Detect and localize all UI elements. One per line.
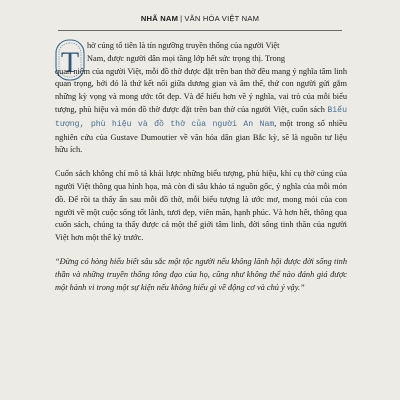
intro-text-a: quan niệm của người Việt, mỗi đồ thờ được đặt trên ban thờ đều mang ý nghĩa tâm linh quan trọng, bởi đó là thứ kết nối giữa dương gian và âm thế, thứ con người gửi gắm những kỳ vọng và mong ước tốt đẹp. Và để hiểu hơn về ý nghĩa, vai trò của mỗi biểu tượng, phù hiệu và món đồ thờ được đặt trên ban thờ của người Việt, cuốn sách [55, 66, 347, 114]
paragraph-description: Cuốn sách không chỉ mô tả khái lược những biểu tượng, phù hiệu, khí cụ thờ cúng của người Việt thông qua hình họa, mà còn đi sâu khảo tả nguồn gốc, ý nghĩa của mỗi món đồ. Để rồi ta thấy ẩn sau mỗi đồ thờ, mỗi biểu tượng là ước mơ, mong mỏi của con người về một cuộc sống tốt lành, tươi đẹp, viên mãn, hạnh phúc. Và hơn hết, thông qua cuốn sách, chúng ta thấy được cả một thế giới tâm linh, đời sống tinh thần của người Việt hơn một thế kỷ trước. [55, 169, 347, 243]
author-quote: “Đừng có hòng hiểu biết sâu sắc một tộc người nếu không lãnh hội được đời sống tinh thần và những truyền thống tông đạo của họ, cũng như không thể nào đánh giá được một hành vi trong một sự kiện nếu không hiểu gì về động cơ và chủ ý vậy.” [55, 256, 347, 292]
book-title: Biểu tượng, phù hiệu và đồ thờ của người An Nam [55, 105, 347, 129]
page-header [0, 14, 400, 23]
header-separator: | [180, 14, 183, 23]
intro-text-b: , một trong số nhiều nghiên cứu của Gustave Dumoutier về văn hóa dân gian Bắc kỳ, sẽ là nguồn tư liệu hữu ích. [55, 118, 347, 155]
paragraph-intro [55, 40, 347, 157]
intro-line-1: hờ cúng tổ tiên là tín ngưỡng truyền thống của người Việt [87, 41, 280, 50]
drop-cap-letter: T [60, 46, 80, 79]
intro-line-2: Nam, được người dân mọi tầng lớp hết sức trọng thị. Trong [87, 53, 286, 63]
header-rule [58, 30, 342, 31]
series-name: VĂN HÓA VIỆT NAM [184, 14, 260, 23]
article-body [55, 40, 347, 305]
publisher-name: NHÃ NAM [140, 14, 179, 23]
